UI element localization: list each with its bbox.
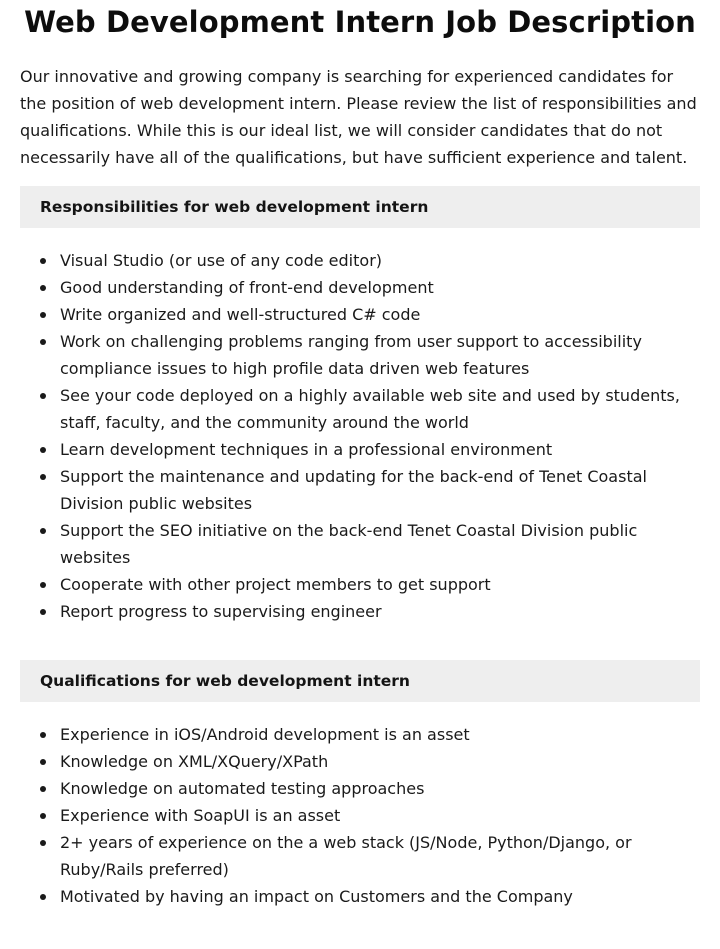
qualifications-list bbox=[20, 721, 700, 910]
list-item-text: Good understanding of front-end development bbox=[60, 278, 434, 297]
list-item-text: See your code deployed on a highly available web site and used by students, staff, faculty, and the community around the world bbox=[60, 386, 680, 432]
list-item bbox=[20, 829, 700, 883]
list-item bbox=[20, 274, 700, 301]
bullet-icon bbox=[40, 813, 46, 819]
responsibilities-list bbox=[20, 247, 700, 625]
list-item bbox=[20, 517, 700, 571]
responsibilities-heading: Responsibilities for web development intern bbox=[20, 186, 700, 228]
list-item-text: Learn development techniques in a professional environment bbox=[60, 440, 553, 459]
bullet-icon bbox=[40, 258, 46, 264]
list-item-text: Cooperate with other project members to get support bbox=[60, 575, 491, 594]
list-item bbox=[20, 775, 700, 802]
list-item bbox=[20, 571, 700, 598]
list-item bbox=[20, 247, 700, 274]
bullet-icon bbox=[40, 339, 46, 345]
list-item bbox=[20, 598, 700, 625]
list-item bbox=[20, 382, 700, 436]
list-item-text: Knowledge on XML/XQuery/XPath bbox=[60, 752, 329, 771]
bullet-icon bbox=[40, 609, 46, 615]
bullet-icon bbox=[40, 312, 46, 318]
bullet-icon bbox=[40, 840, 46, 846]
list-item-text: Report progress to supervising engineer bbox=[60, 602, 382, 621]
list-item bbox=[20, 721, 700, 748]
bullet-icon bbox=[40, 894, 46, 900]
list-item bbox=[20, 802, 700, 829]
list-item-text: Motivated by having an impact on Customers and the Company bbox=[60, 887, 573, 906]
bullet-icon bbox=[40, 528, 46, 534]
intro-paragraph: Our innovative and growing company is searching for experienced candidates for the position of web development intern. Please review the list of responsibilities and qualifications. While this is our ideal list, we will consider candidates that do not necessarily have all of the qualifications, but have sufficient experience and talent. bbox=[20, 67, 697, 167]
list-item-text: Knowledge on automated testing approaches bbox=[60, 779, 425, 798]
list-item bbox=[20, 436, 700, 463]
list-item-text: Support the maintenance and updating for the back-end of Tenet Coastal Division public websites bbox=[60, 467, 647, 513]
bullet-icon bbox=[40, 285, 46, 291]
bullet-icon bbox=[40, 786, 46, 792]
list-item-text: Experience with SoapUI is an asset bbox=[60, 806, 341, 825]
list-item-text: Experience in iOS/Android development is an asset bbox=[60, 725, 470, 744]
list-item-text: Work on challenging problems ranging from user support to accessibility compliance issues to high profile data driven web features bbox=[60, 332, 642, 378]
bullet-icon bbox=[40, 447, 46, 453]
bullet-icon bbox=[40, 759, 46, 765]
qualifications-heading: Qualifications for web development intern bbox=[20, 660, 700, 702]
list-item-text: Support the SEO initiative on the back-end Tenet Coastal Division public websites bbox=[60, 521, 638, 567]
list-item-text: Visual Studio (or use of any code editor) bbox=[60, 251, 383, 270]
list-item bbox=[20, 883, 700, 910]
bullet-icon bbox=[40, 474, 46, 480]
list-item bbox=[20, 328, 700, 382]
list-item bbox=[20, 748, 700, 775]
page-title: Web Development Intern Job Description bbox=[24, 5, 696, 39]
bullet-icon bbox=[40, 582, 46, 588]
bullet-icon bbox=[40, 732, 46, 738]
list-item-text: Write organized and well-structured C# code bbox=[60, 305, 421, 324]
bullet-icon bbox=[40, 393, 46, 399]
list-item-text: 2+ years of experience on the a web stack (JS/Node, Python/Django, or Ruby/Rails preferred) bbox=[60, 833, 632, 879]
list-item bbox=[20, 301, 700, 328]
list-item bbox=[20, 463, 700, 517]
